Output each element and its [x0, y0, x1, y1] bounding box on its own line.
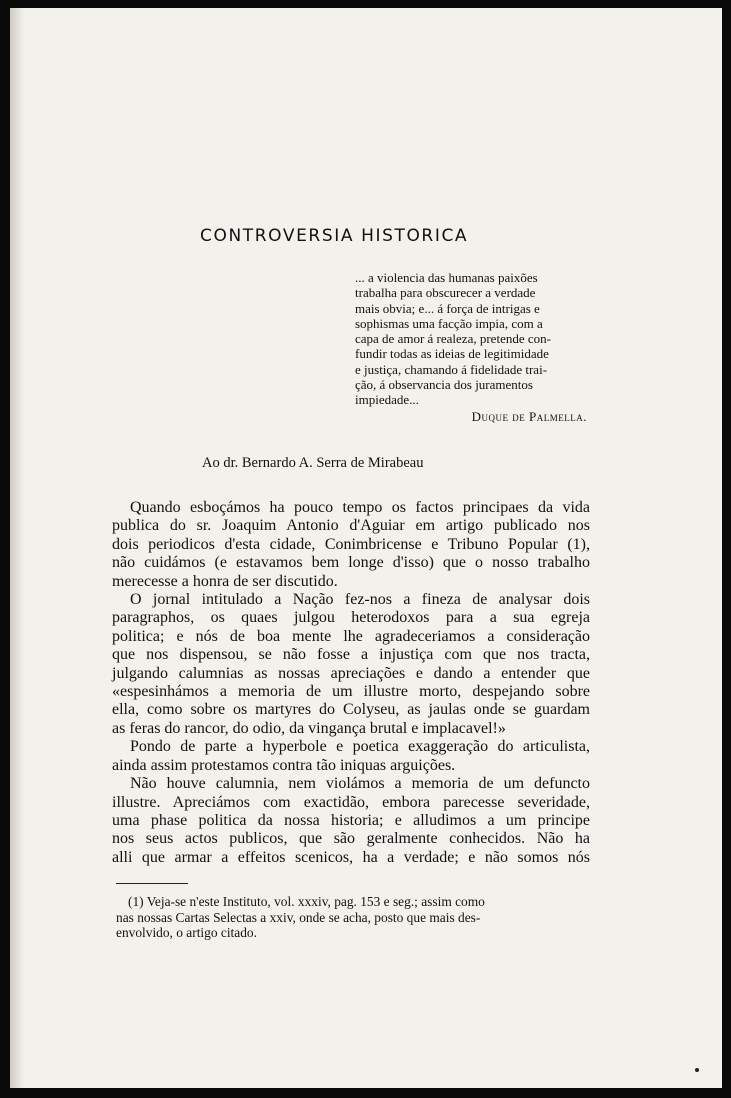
body-line: nos seus actos publicos, que são geralmente conhecidos. Não ha — [112, 830, 590, 848]
footnote — [116, 894, 588, 941]
body-line: as feras do rancor, do odio, da vingança brutal e implacavel!» — [112, 719, 506, 737]
epigraph-line: trabalha para obscurecer a verdade — [355, 285, 536, 301]
body-line: Não houve calumnia, nem violámos a memoria de um defuncto — [130, 775, 590, 793]
body-line: paragraphos, os quaes julgou heterodoxos para a sua egreja — [112, 609, 590, 627]
body-line: julgando calumnias as nossas apreciações e dando a entender que — [112, 664, 590, 682]
body-line: uma phase politica da nossa historia; e alludimos a um principe — [112, 811, 590, 829]
body-line: ella, como sobre os martyres do Colyseu, as jaulas onde se guardam — [112, 701, 590, 719]
epigraph — [355, 270, 587, 424]
body-line: alli que armar a effeitos scenicos, ha a verdade; e não somos nós — [112, 848, 590, 866]
epigraph-line: fundir todas as ideias de legitimidade — [355, 346, 549, 362]
footnote-line: (1) Veja-se n'este Instituto, vol. xxxiv, pag. 153 e seg.; assim como — [128, 894, 485, 909]
epigraph-signature: Duque de Palmella. — [471, 408, 587, 424]
epigraph-line: mais obvia; e... á força de intrigas e — [355, 300, 540, 316]
body-line: que nos dispensou, se não fosse a injustiça com que nos tracta, — [112, 646, 590, 664]
epigraph-line: sophismas uma facção impia, com a — [355, 315, 543, 331]
footnote-line: envolvido, o artigo citado. — [116, 925, 257, 940]
page-title: CONTROVERSIA HISTORICA — [200, 226, 469, 246]
epigraph-line: ção, á observancia dos juramentos — [355, 377, 533, 393]
footnote-divider — [116, 883, 188, 884]
body-line: merecesse a honra de ser discutido. — [112, 572, 338, 590]
footnote-line: nas nossas Cartas Selectas a xxiv, onde se acha, posto que mais des- — [116, 909, 481, 925]
body-line: O jornal intitulado a Nação fez-nos a fineza de analysar dois — [130, 591, 590, 609]
body-line: «espesinhámos a memoria de um illustre morto, despejando sobre — [112, 683, 590, 701]
epigraph-line: impiedade... — [355, 392, 419, 408]
body-text — [112, 499, 590, 867]
page-mark — [695, 1068, 699, 1072]
document-page — [10, 8, 722, 1088]
epigraph-line: e justiça, chamando á fidelidade trai- — [355, 361, 548, 377]
body-line: Quando esboçámos ha pouco tempo os factos principaes da vida — [130, 499, 590, 516]
body-line: dois periodicos d'esta cidade, Conimbricense e Tribuno Popular (1), — [112, 535, 590, 553]
body-line: politica; e nós de boa mente lhe agradeceriamos a consideração — [112, 627, 590, 645]
body-line: publica do sr. Joaquim Antonio d'Aguiar em artigo publicado nos — [112, 517, 590, 535]
body-line: Pondo de parte a hyperbole e poetica exaggeração do articulista, — [130, 738, 590, 756]
epigraph-line: capa de amor á realeza, pretende con- — [355, 331, 551, 347]
body-line: illustre. Apreciámos com exactidão, embora parecesse severidade, — [112, 793, 590, 811]
dedication: Ao dr. Bernardo A. Serra de Mirabeau — [202, 455, 424, 471]
epigraph-line: ... a violencia das humanas paixões — [355, 270, 538, 285]
body-line: não cuidámos (e estavamos bem longe d'isso) que o nosso trabalho — [112, 554, 590, 572]
body-line: ainda assim protestamos contra tão iniquas arguições. — [112, 756, 456, 774]
